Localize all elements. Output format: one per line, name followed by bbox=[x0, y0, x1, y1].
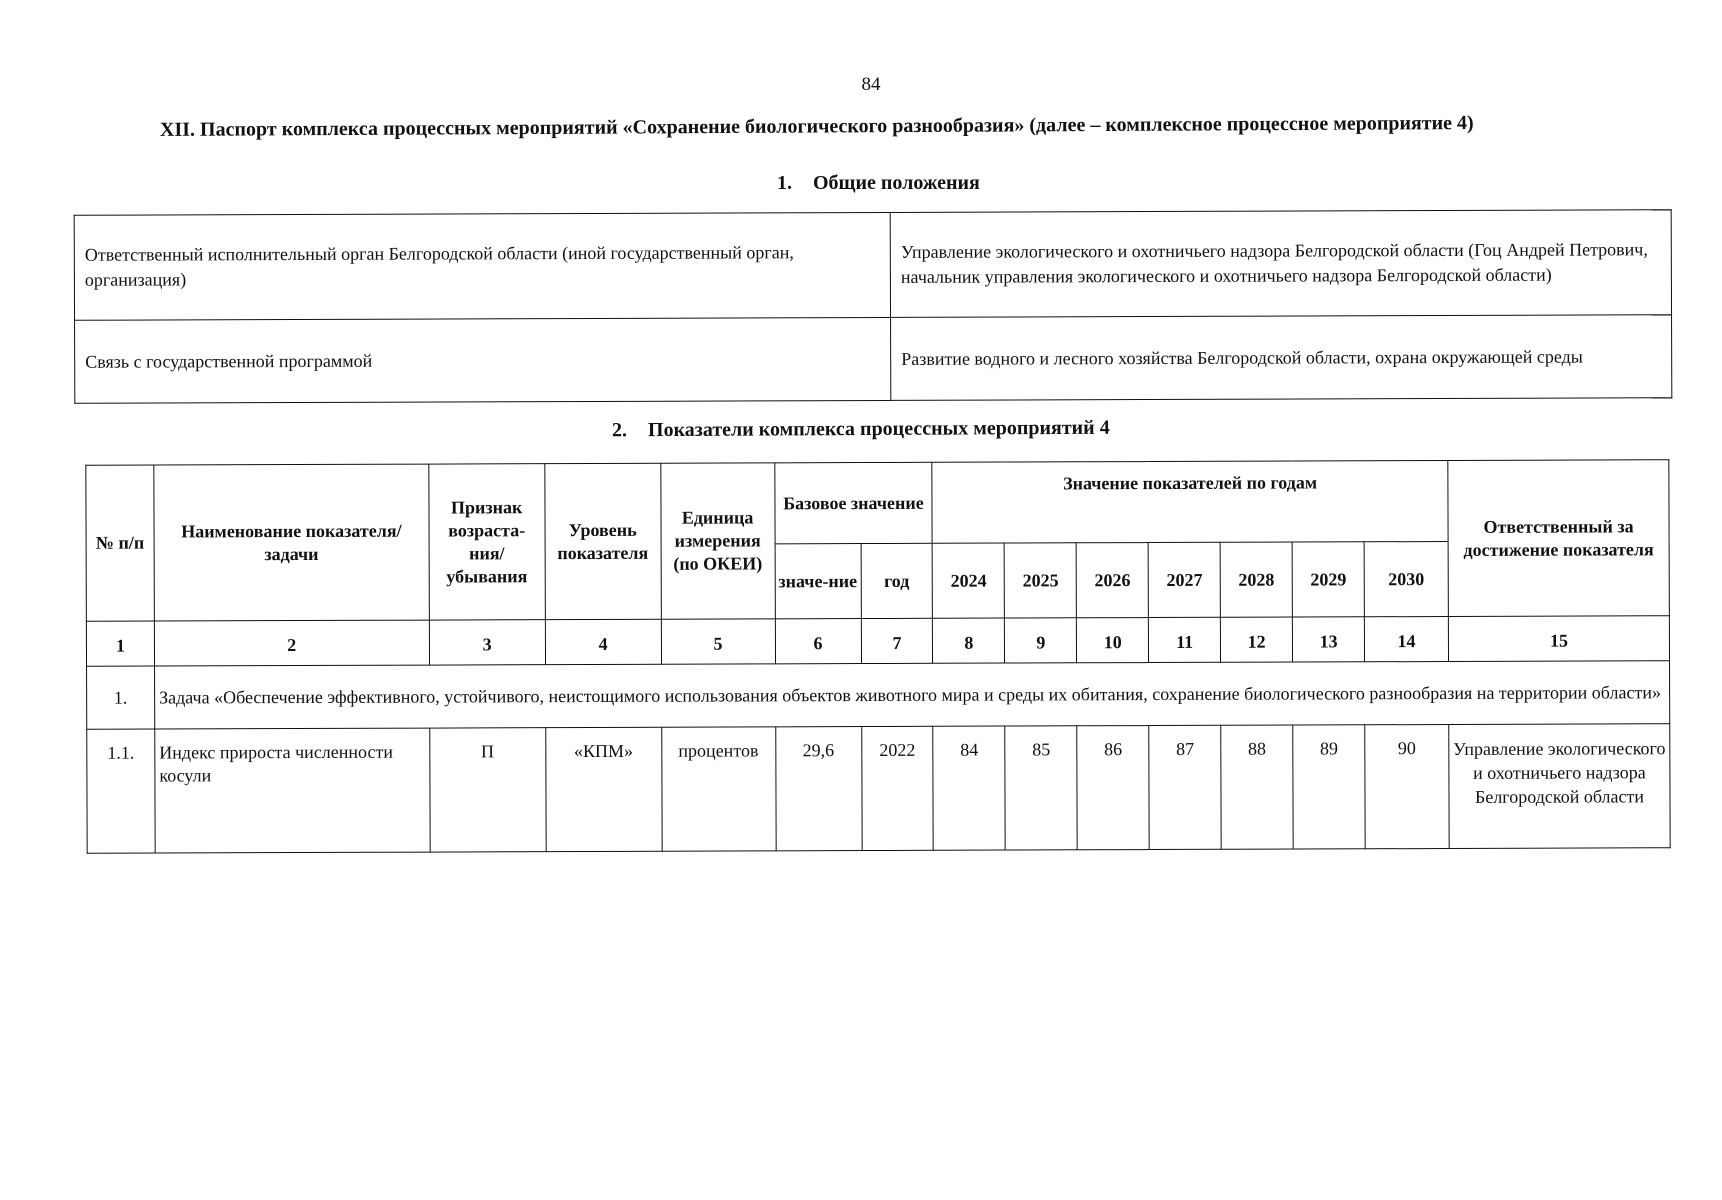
table-row bbox=[75, 315, 1672, 404]
program-link-label: Связь с государственной программой bbox=[75, 317, 891, 403]
task-number: 1. bbox=[87, 666, 155, 729]
column-number: 8 bbox=[933, 618, 1005, 663]
year-value: 87 bbox=[1149, 725, 1221, 849]
page-number: 84 bbox=[861, 74, 881, 95]
col-sign-header: Признак возраста-ния/ убывания bbox=[429, 464, 545, 620]
col-years-group-header: Значение показателей по годам bbox=[932, 461, 1448, 544]
column-number: 9 bbox=[1005, 618, 1077, 663]
year-value: 84 bbox=[933, 726, 1005, 850]
column-number: 4 bbox=[545, 619, 661, 664]
section-2-heading bbox=[612, 417, 1110, 443]
column-number: 14 bbox=[1364, 617, 1448, 662]
col-name-header: Наименование показателя/задачи bbox=[154, 464, 429, 621]
year-value: 90 bbox=[1365, 725, 1449, 849]
col-year-header: 2027 bbox=[1148, 542, 1220, 617]
col-year-header: 2025 bbox=[1004, 543, 1076, 618]
section-1-title: Общие положения bbox=[813, 172, 980, 194]
column-number: 6 bbox=[775, 619, 861, 664]
base-year: 2022 bbox=[861, 726, 933, 850]
column-number: 2 bbox=[154, 620, 429, 666]
year-value: 88 bbox=[1221, 725, 1293, 849]
document-title: XII. Паспорт комплекса процессных мероприятий «Сохранение биологического разнообразия» (далее – комплексное процессное мероприятие 4) bbox=[159, 112, 1474, 141]
column-number: 12 bbox=[1221, 617, 1293, 662]
indicators-table bbox=[85, 459, 1670, 854]
col-base-year-header: год bbox=[861, 543, 933, 618]
responsible-organ-value: Управление экологического и охотничьего надзора Белгородской области (Гоц Андрей Петрович, начальник управления экологического и охотничьего надзора Белгородской области) bbox=[890, 210, 1671, 318]
column-number: 7 bbox=[861, 618, 933, 663]
column-number: 13 bbox=[1292, 617, 1364, 662]
responsible-organ: Управление экологического и охотничьего надзора Белгородской области bbox=[1449, 724, 1670, 849]
col-unit-header: Единица измерения (по ОКЕИ) bbox=[660, 463, 774, 619]
column-number: 3 bbox=[429, 620, 545, 665]
col-year-header: 2030 bbox=[1364, 542, 1448, 617]
table-row bbox=[87, 724, 1670, 854]
indicator-level: «КПМ» bbox=[545, 727, 661, 851]
column-number: 1 bbox=[86, 621, 154, 666]
year-value: 89 bbox=[1293, 725, 1365, 849]
column-number: 11 bbox=[1149, 617, 1221, 662]
responsible-organ-label: Ответственный исполнительный орган Белгородской области (иной государственный орган, организация) bbox=[74, 212, 890, 320]
row-number: 1.1. bbox=[87, 729, 155, 853]
col-year-header: 2024 bbox=[933, 543, 1005, 618]
task-text: Задача «Обеспечение эффективного, устойчивого, неистощимого использования объектов животного мира и среды их обитания, сохранение биологического разнообразия на территории области» bbox=[154, 661, 1669, 729]
col-base-header: Базовое значение bbox=[774, 462, 932, 544]
table-row bbox=[74, 210, 1671, 321]
header-row bbox=[86, 460, 1669, 547]
column-number: 15 bbox=[1448, 616, 1669, 662]
program-link-value: Развитие водного и лесного хозяйства Белгородской области, охрана окружающей среды bbox=[891, 315, 1672, 401]
col-year-header: 2028 bbox=[1220, 542, 1292, 617]
col-responsible-header: Ответственный за достижение показателя bbox=[1448, 460, 1670, 617]
col-num-header: № п/п bbox=[86, 465, 154, 621]
section-1-heading bbox=[777, 172, 980, 195]
col-level-header: Уровень показателя bbox=[544, 463, 661, 619]
section-2-number: 2. bbox=[611, 419, 628, 442]
general-provisions-table bbox=[74, 209, 1673, 404]
indicator-sign: П bbox=[429, 728, 545, 852]
base-value: 29,6 bbox=[775, 727, 861, 851]
col-year-header: 2029 bbox=[1292, 542, 1364, 617]
col-base-value-header: значе-ние bbox=[775, 544, 861, 619]
col-year-header: 2026 bbox=[1076, 543, 1148, 618]
year-value: 85 bbox=[1005, 726, 1077, 850]
column-number: 10 bbox=[1077, 618, 1149, 663]
task-row bbox=[87, 661, 1670, 730]
indicator-unit: процентов bbox=[661, 727, 775, 851]
section-2-title: Показатели комплекса процессных мероприятий 4 bbox=[647, 416, 1110, 442]
column-number-row bbox=[86, 616, 1669, 667]
column-number: 5 bbox=[661, 619, 775, 664]
section-1-number: 1. bbox=[777, 172, 792, 194]
indicator-name: Индекс прироста численности косули bbox=[155, 728, 430, 853]
year-value: 86 bbox=[1077, 726, 1149, 850]
